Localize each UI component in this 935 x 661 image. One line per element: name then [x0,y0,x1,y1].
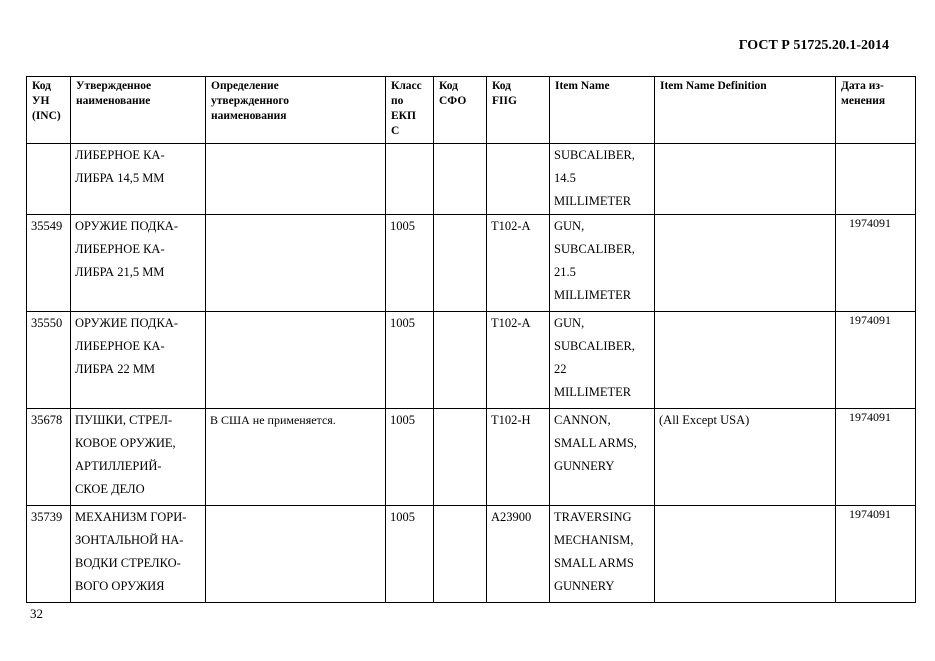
cell-line: TRAVERSING [554,510,632,524]
cell-line: АРТИЛЛЕРИЙ- [75,459,162,473]
item-name-definition-cell: (All Except USA) [655,409,836,506]
cell-line: GUNNERY [554,579,615,593]
approved-name-cell [71,215,206,312]
item-name-definition-cell [655,312,836,409]
column-header [655,77,836,144]
cell-line: 22 [554,362,567,376]
sfo-code-cell [434,409,487,506]
column-header-line: Код [439,80,459,92]
item-name-definition-cell [655,215,836,312]
column-header-line: Item Name Definition [660,80,767,92]
column-header-line: наименование [76,95,151,107]
fiig-code-cell: A23900 [487,506,550,603]
cell-line: ЛИБРА 14,5 ММ [75,171,165,185]
cell-line: GUN, [554,316,585,330]
cell-line: ЛИБЕРНОЕ КА- [75,242,165,256]
item-name-cell [550,144,655,215]
column-header [836,77,916,144]
column-header-line: СФО [439,95,467,107]
cell-line: SUBCALIBER, [554,242,635,256]
approved-name-cell [71,312,206,409]
change-date-cell: 1974091 [836,409,916,506]
item-names-table [26,76,916,603]
approved-name-cell [71,144,206,215]
cell-line: 14.5 [554,171,576,185]
inc-code-cell: 35739 [27,506,71,603]
cell-line: ВОДКИ СТРЕЛКО- [75,556,181,570]
cell-line: ОРУЖИЕ ПОДКА- [75,316,178,330]
inc-code-cell: 35550 [27,312,71,409]
column-header-line: наименования [211,110,287,122]
item-name-cell [550,215,655,312]
cell-line: ЛИБРА 21,5 ММ [75,265,165,279]
sfo-code-cell [434,506,487,603]
class-cell: 1005 [386,409,434,506]
cell-line: 21.5 [554,265,576,279]
inc-code-cell: 35549 [27,215,71,312]
cell-line: ЗОНТАЛЬНОЙ НА- [75,533,184,547]
cell-line: SUBCALIBER, [554,148,635,162]
column-header [27,77,71,144]
cell-line: ОРУЖИЕ ПОДКА- [75,219,178,233]
definition-cell [206,506,386,603]
column-header [386,77,434,144]
item-name-definition-cell [655,506,836,603]
table-body [27,144,916,603]
column-header-line: ЕКП [391,110,416,122]
definition-cell [206,215,386,312]
column-header-line: Дата из- [841,80,884,92]
table-row [27,409,916,506]
cell-line: SMALL ARMS [554,556,634,570]
table-row [27,144,916,215]
cell-line: СКОЕ ДЕЛО [75,482,145,496]
change-date-cell: 1974091 [836,312,916,409]
change-date-cell: 1974091 [836,215,916,312]
definition-cell: В США не применяется. [206,409,386,506]
column-header-line: Определение [211,80,279,92]
fiig-code-cell: T102-H [487,409,550,506]
column-header-line: С [391,125,400,137]
cell-line: CANNON, [554,413,611,427]
table-row [27,312,916,409]
definition-cell [206,312,386,409]
item-name-cell [550,506,655,603]
column-header-line: Утвержденное [76,80,152,92]
item-name-cell [550,409,655,506]
fiig-code-cell: T102-A [487,215,550,312]
change-date-cell [836,144,916,215]
column-header [206,77,386,144]
cell-line: ЛИБРА 22 ММ [75,362,156,376]
item-name-cell [550,312,655,409]
cell-line: GUN, [554,219,585,233]
column-header-line: УН [32,95,50,107]
column-header-line: менения [841,95,886,107]
column-header-line: Класс [391,80,422,92]
cell-line: КОВОЕ ОРУЖИЕ, [75,436,176,450]
column-header-line: утвержденного [211,95,290,107]
approved-name-cell [71,506,206,603]
cell-line: ЛИБЕРНОЕ КА- [75,339,165,353]
sfo-code-cell [434,312,487,409]
column-header [550,77,655,144]
table-row [27,215,916,312]
table-row [27,506,916,603]
change-date-cell: 1974091 [836,506,916,603]
cell-line: SUBCALIBER, [554,339,635,353]
item-name-definition-cell [655,144,836,215]
inc-code-cell: 35678 [27,409,71,506]
cell-line: SMALL ARMS, [554,436,637,450]
sfo-code-cell [434,215,487,312]
cell-line: MILLIMETER [554,385,632,399]
column-header-line: по [391,95,404,107]
class-cell [386,144,434,215]
sfo-code-cell [434,144,487,215]
column-header-line: (INC) [32,110,61,122]
fiig-code-cell: T102-A [487,312,550,409]
inc-code-cell [27,144,71,215]
cell-line: МЕХАНИЗМ ГОРИ- [75,510,187,524]
column-header-line: Item Name [555,80,610,92]
column-header-line: FIIG [492,95,517,107]
cell-line: ЛИБЕРНОЕ КА- [75,148,165,162]
cell-line: ПУШКИ, СТРЕЛ- [75,413,173,427]
column-header-line: Код [32,80,52,92]
cell-line: ВОГО ОРУЖИЯ [75,579,165,593]
table-header-row [27,77,916,144]
class-cell: 1005 [386,215,434,312]
column-header [434,77,487,144]
class-cell: 1005 [386,506,434,603]
fiig-code-cell [487,144,550,215]
definition-cell [206,144,386,215]
column-header-line: Код [492,80,512,92]
approved-name-cell [71,409,206,506]
cell-line: GUNNERY [554,459,615,473]
class-cell: 1005 [386,312,434,409]
column-header [71,77,206,144]
cell-line: MILLIMETER [554,288,632,302]
document-standard-header: ГОСТ Р 51725.20.1-2014 [738,38,889,53]
page-number: 32 [30,606,43,621]
column-header [487,77,550,144]
cell-line: MECHANISM, [554,533,634,547]
cell-line: MILLIMETER [554,194,632,208]
